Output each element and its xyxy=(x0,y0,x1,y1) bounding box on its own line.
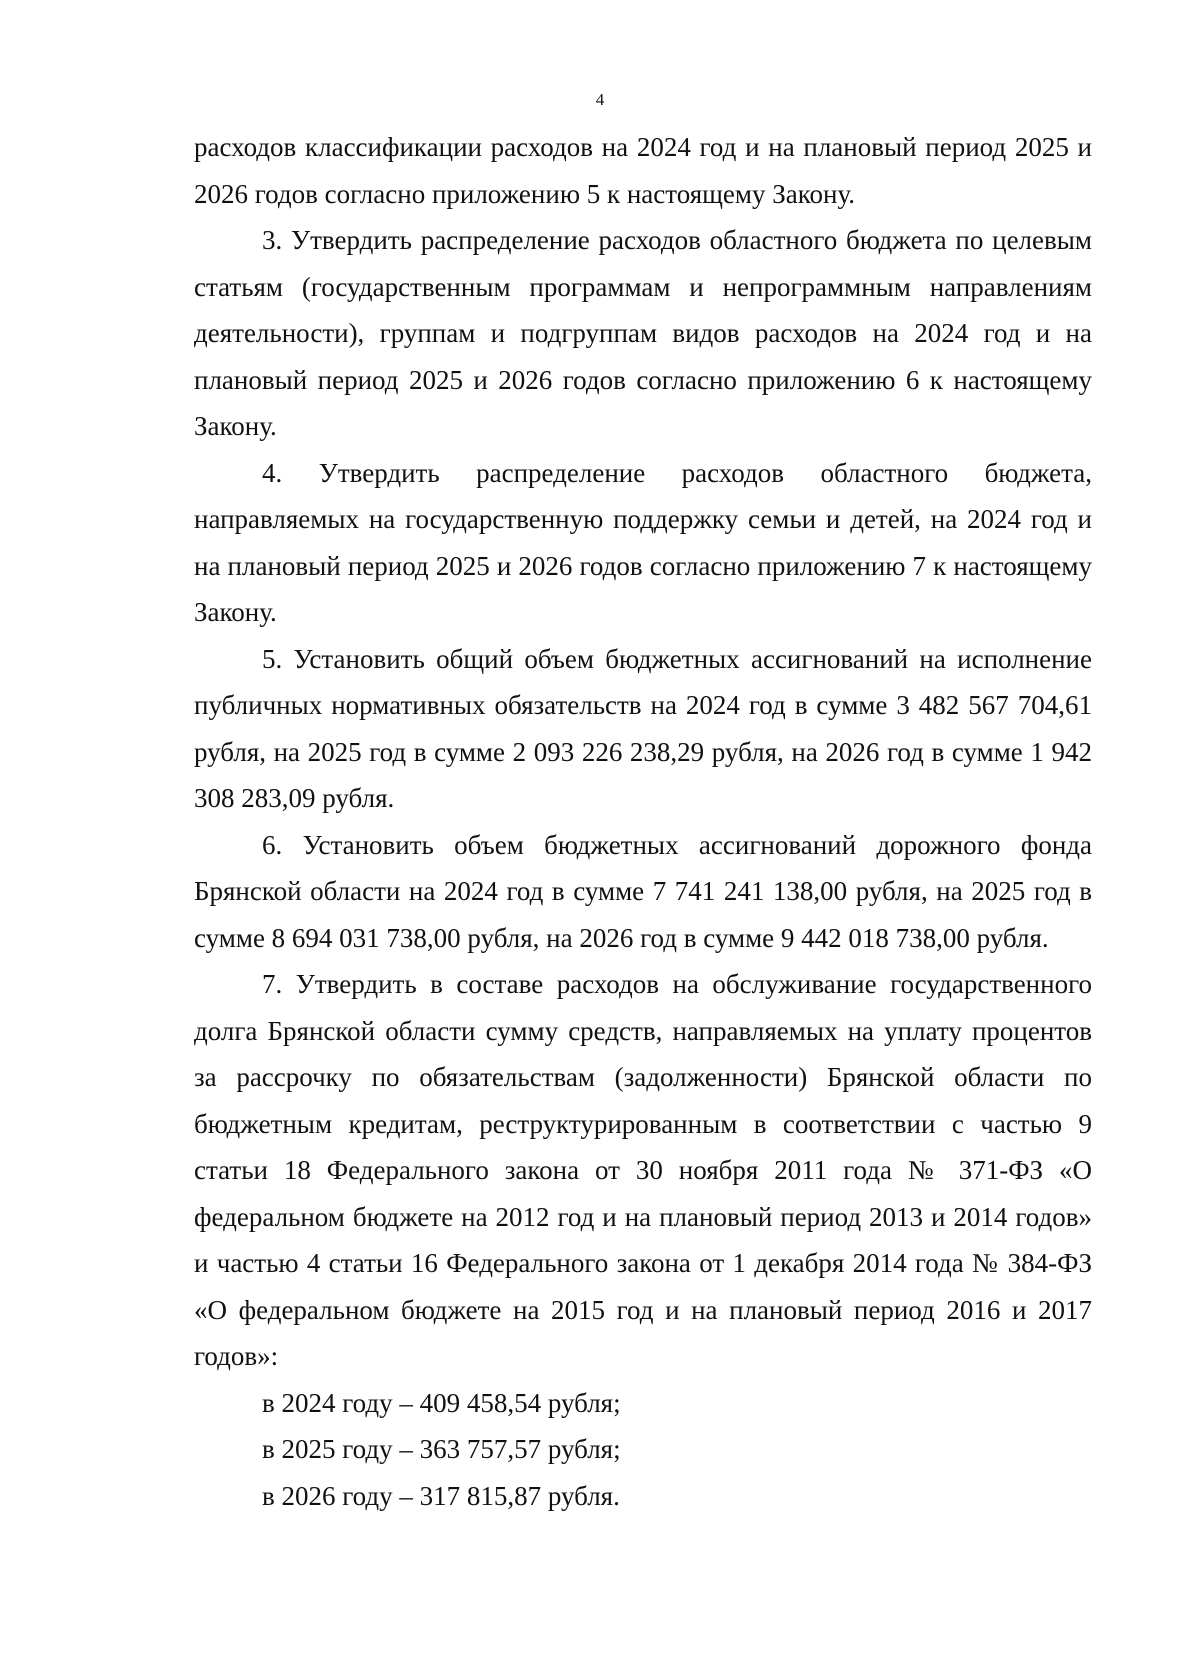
paragraph-item-7: 7. Утвердить в составе расходов на обслуживание государственного долга Брянской области сумму средств, направляемых на уплату процентов за рассрочку по обязательствам (задолженности) Брянской области по бюджетным кредитам, реструктурированным в соответствии с частью 9 статьи 18 Федерального закона от 30 ноября 2011 года № 371-ФЗ «О федеральном бюджете на 2012 год и на плановый период 2013 и 2014 годов» и частью 4 статьи 16 Федерального закона от 1 декабря 2014 года № 384-ФЗ «О федеральном бюджете на 2015 год и на плановый период 2016 и 2017 годов»: xyxy=(194,969,1092,1371)
amount-2026: в 2026 году – 317 815,87 рубля. xyxy=(262,1480,620,1511)
paragraph-item-4: 4. Утвердить распределение расходов областного бюджета, направляемых на государственную поддержку семьи и детей, на 2024 год и на плановый период 2025 и 2026 годов согласно приложению 7 к настоящему Закону. xyxy=(194,457,1092,627)
paragraph-continuation: расходов классификации расходов на 2024 год и на плановый период 2025 и 2026 годов согласно приложению 5 к настоящему Закону. xyxy=(194,132,1092,209)
paragraph-item-6: 6. Установить объем бюджетных ассигнований дорожного фонда Брянской области на 2024 год в сумме 7 741 241 138,00 рубля, на 2025 год в сумме 8 694 031 738,00 рубля, на 2026 год в сумме 9 442 018 738,00 рубля. xyxy=(194,829,1092,953)
page-number: 4 xyxy=(595,90,605,109)
amount-2024: в 2024 году – 409 458,54 рубля; xyxy=(262,1387,621,1418)
document-body xyxy=(194,124,1092,1519)
paragraph-item-5: 5. Установить общий объем бюджетных ассигнований на исполнение публичных нормативных обязательств на 2024 год в сумме 3 482 567 704,61 рубля, на 2025 год в сумме 2 093 226 238,29 рубля, на 2026 год в сумме 1 942 308 283,09 рубля. xyxy=(194,643,1092,813)
amount-2025: в 2025 году – 363 757,57 рубля; xyxy=(262,1434,621,1464)
paragraph-item-3: 3. Утвердить распределение расходов областного бюджета по целевым статьям (государственным программам и непрограммным направлениям деятельности), группам и подгруппам видов расходов на 2024 год и на плановый период 2025 и 2026 годов согласно приложению 6 к настоящему Закону. xyxy=(194,225,1092,441)
